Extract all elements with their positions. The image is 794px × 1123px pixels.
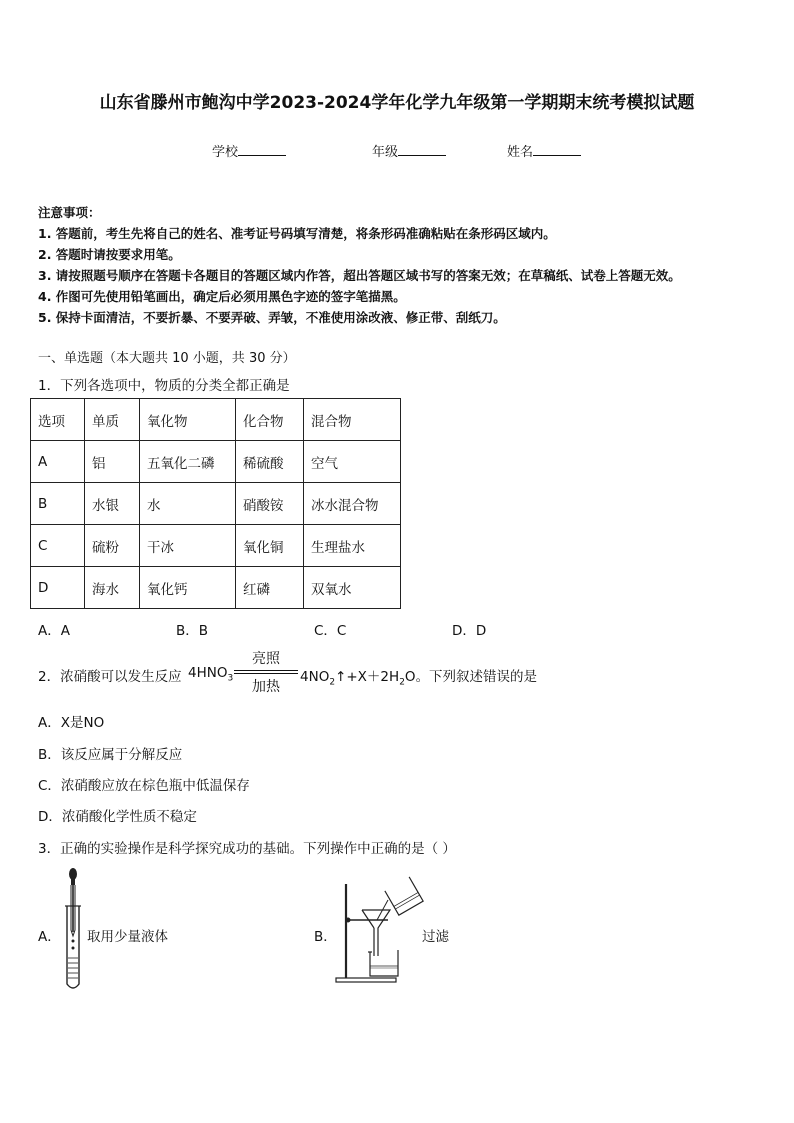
table-header: 化合物	[236, 399, 304, 441]
table-cell: 空气	[304, 441, 401, 483]
q2-option-b[interactable]: B．该反应属于分解反应	[38, 747, 183, 763]
q2-reaction-condition	[234, 648, 298, 696]
note-item: 2. 答题时请按要求用笔。	[38, 247, 181, 262]
classification-table	[30, 398, 401, 609]
q2-stem	[38, 648, 598, 696]
q1-option-d[interactable]: D．D	[452, 623, 487, 639]
name-field[interactable]	[507, 141, 581, 160]
q1-option-b[interactable]: B．B	[176, 623, 209, 639]
gas-arrow-icon: ↑	[335, 669, 347, 685]
table-cell: 海水	[85, 567, 140, 609]
table-header: 选项	[31, 399, 85, 441]
table-cell: 水银	[85, 483, 140, 525]
table-cell: D	[31, 567, 85, 609]
q2-equal-line	[234, 673, 298, 674]
q2-reactant: $4HNO_3$	[188, 665, 234, 684]
q3-option-a-letter[interactable]: A．	[38, 929, 61, 945]
dropper-test-tube-icon	[60, 866, 86, 994]
table-cell: 氧化钙	[140, 567, 236, 609]
grade-field[interactable]	[372, 141, 446, 160]
q2-prefix: 2．浓硝酸可以发生反应	[38, 669, 182, 685]
table-cell: 生理盐水	[304, 525, 401, 567]
q2-option-d[interactable]: D．浓硝酸化学性质不稳定	[38, 809, 197, 825]
name-blank[interactable]	[533, 143, 581, 156]
q2-option-c[interactable]: C．浓硝酸应放在棕色瓶中低温保存	[38, 778, 250, 794]
table-row	[31, 525, 401, 567]
table-header: 混合物	[304, 399, 401, 441]
note-item: 1. 答题前，考生先将自己的姓名、准考证号码填写清楚，将条形码准确粘贴在条形码区域内。	[38, 226, 556, 241]
table-cell: 稀硫酸	[236, 441, 304, 483]
q2-products: $4NO_2↑+X+2H_2O$。下列叙述错误的是	[300, 669, 538, 688]
table-cell: 硝酸铵	[236, 483, 304, 525]
table-cell: 铝	[85, 441, 140, 483]
q2-condition-bottom: 加热	[252, 679, 280, 695]
table-cell: 硫粉	[85, 525, 140, 567]
grade-blank[interactable]	[398, 143, 446, 156]
notes-heading: 注意事项：	[38, 205, 101, 220]
table-cell: 干冰	[140, 525, 236, 567]
q1-option-c[interactable]: C．C	[314, 623, 347, 639]
q1-option-a[interactable]: A．A	[38, 623, 70, 639]
table-cell: 氧化铜	[236, 525, 304, 567]
table-header: 氧化物	[140, 399, 236, 441]
school-blank[interactable]	[238, 143, 286, 156]
table-cell: 红磷	[236, 567, 304, 609]
table-cell: 冰水混合物	[304, 483, 401, 525]
q3-option-b-text: 过滤	[422, 929, 449, 945]
table-cell: 双氧水	[304, 567, 401, 609]
table-cell: 五氧化二磷	[140, 441, 236, 483]
table-header: 单质	[85, 399, 140, 441]
note-item: 5. 保持卡面清洁，不要折暴、不要弄破、弄皱，不准使用涂改液、修正带、刮纸刀。	[38, 310, 506, 325]
grade-label: 年级	[372, 145, 399, 160]
page-title: 山东省滕州市鲍沟中学2023-2024学年化学九年级第一学期期末统考模拟试题	[99, 93, 695, 113]
note-item: 4. 作图可先使用铅笔画出，确定后必须用黑色字迹的签字笔描黑。	[38, 289, 406, 304]
q2-condition-top: 亮照	[252, 651, 280, 667]
name-label: 姓名	[507, 145, 534, 160]
table-row	[31, 567, 401, 609]
note-item: 3. 请按照题号顺序在答题卡各题目的答题区域内作答，超出答题区域书写的答案无效；在草稿纸、试卷上答题无效。	[38, 268, 681, 283]
table-cell: C	[31, 525, 85, 567]
q2-equal-line	[234, 670, 298, 671]
q3-option-a-text: 取用少量液体	[87, 929, 168, 945]
q1-stem: 1．下列各选项中，物质的分类全都正确是	[38, 378, 290, 394]
school-field[interactable]	[212, 141, 286, 160]
table-header-row	[31, 399, 401, 441]
table-row	[31, 483, 401, 525]
q3-stem: 3．正确的实验操作是科学探究成功的基础。下列操作中正确的是（ ）	[38, 841, 456, 857]
school-label: 学校	[212, 145, 239, 160]
notes-block	[38, 202, 681, 328]
table-cell: A	[31, 441, 85, 483]
q2-option-a[interactable]: A．X是NO	[38, 715, 105, 731]
q3-option-b-letter[interactable]: B．	[314, 929, 337, 945]
table-cell: 水	[140, 483, 236, 525]
section-heading: 一、单选题（本大题共 10 小题，共 30 分）	[38, 351, 296, 366]
table-cell: B	[31, 483, 85, 525]
table-row	[31, 441, 401, 483]
filtration-apparatus-icon	[332, 876, 427, 986]
